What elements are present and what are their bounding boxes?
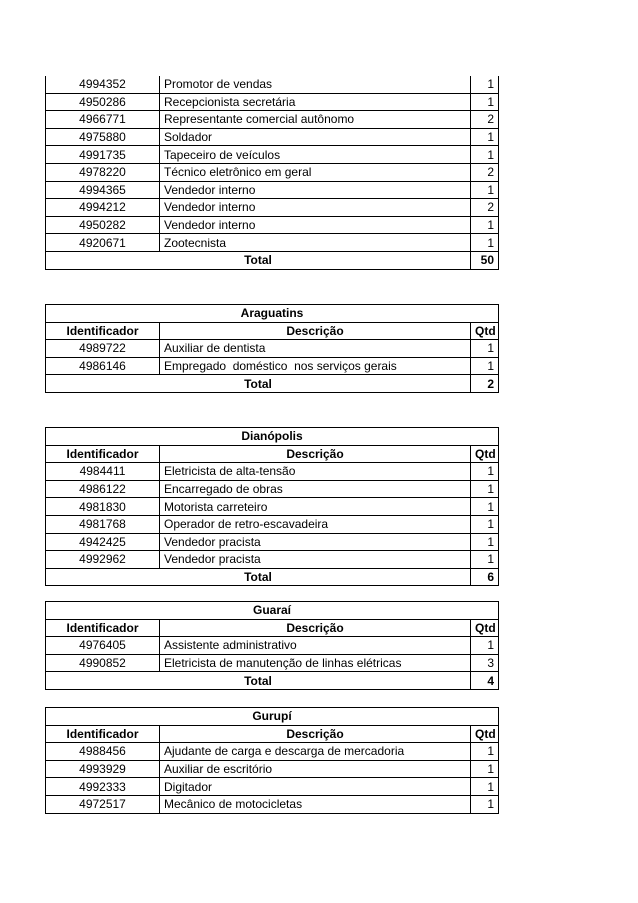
total-row <box>46 375 499 393</box>
row-qty: 1 <box>471 743 499 761</box>
row-id: 4992333 <box>46 778 160 796</box>
row-id: 4981830 <box>46 498 160 516</box>
row-description: Promotor de vendas <box>160 76 471 93</box>
header-identificador: Identificador <box>46 322 160 340</box>
row-description: Operador de retro-escavadeira <box>160 515 471 533</box>
header-descricao: Descrição <box>160 445 471 463</box>
table-guarai <box>45 601 499 690</box>
header-qtd: Qtd <box>471 322 499 340</box>
row-qty: 1 <box>471 216 499 234</box>
header-row <box>46 322 499 340</box>
table-title-row <box>46 602 499 620</box>
table-continuation <box>45 76 499 270</box>
row-id: 4984411 <box>46 463 160 481</box>
table-row <box>46 234 499 252</box>
row-id: 4986146 <box>46 357 160 375</box>
row-description: Representante comercial autônomo <box>160 111 471 129</box>
table-row <box>46 76 499 93</box>
row-description: Vendedor interno <box>160 216 471 234</box>
row-description: Eletricista de alta-tensão <box>160 463 471 481</box>
row-description: Eletricista de manutenção de linhas elétricas <box>160 654 471 672</box>
row-qty: 1 <box>471 533 499 551</box>
row-qty: 1 <box>471 76 499 93</box>
table-row <box>46 181 499 199</box>
header-descricao: Descrição <box>160 619 471 637</box>
row-qty: 1 <box>471 93 499 111</box>
table-row <box>46 146 499 164</box>
row-qty: 1 <box>471 480 499 498</box>
row-qty: 1 <box>471 637 499 655</box>
table-gurupi <box>45 707 499 814</box>
row-id: 4986122 <box>46 480 160 498</box>
row-qty: 1 <box>471 551 499 569</box>
table-row <box>46 515 499 533</box>
row-id: 4990852 <box>46 654 160 672</box>
row-description: Digitador <box>160 778 471 796</box>
header-row <box>46 445 499 463</box>
row-description: Vendedor interno <box>160 199 471 217</box>
row-id: 4966771 <box>46 111 160 129</box>
table-row <box>46 760 499 778</box>
row-description: Tapeceiro de veículos <box>160 146 471 164</box>
row-qty: 1 <box>471 234 499 252</box>
row-qty: 1 <box>471 128 499 146</box>
row-qty: 1 <box>471 498 499 516</box>
table-row <box>46 340 499 358</box>
table-row <box>46 93 499 111</box>
row-id: 4991735 <box>46 146 160 164</box>
row-id: 4942425 <box>46 533 160 551</box>
table-title: Guaraí <box>46 602 499 620</box>
table-title-row <box>46 428 499 446</box>
table-row <box>46 163 499 181</box>
table-row <box>46 795 499 813</box>
table-row <box>46 498 499 516</box>
row-id: 4981768 <box>46 515 160 533</box>
row-description: Soldador <box>160 128 471 146</box>
row-id: 4994365 <box>46 181 160 199</box>
total-row <box>46 251 499 269</box>
table-row <box>46 480 499 498</box>
total-label: Total <box>46 568 471 586</box>
row-description: Vendedor pracista <box>160 551 471 569</box>
total-label: Total <box>46 672 471 690</box>
row-qty: 1 <box>471 795 499 813</box>
table-title: Dianópolis <box>46 428 499 446</box>
row-qty: 1 <box>471 515 499 533</box>
total-value: 4 <box>471 672 499 690</box>
table-row <box>46 743 499 761</box>
row-id: 4975880 <box>46 128 160 146</box>
row-id: 4994212 <box>46 199 160 217</box>
row-qty: 3 <box>471 654 499 672</box>
row-id: 4992962 <box>46 551 160 569</box>
row-id: 4978220 <box>46 163 160 181</box>
row-qty: 1 <box>471 778 499 796</box>
table-row <box>46 357 499 375</box>
row-id: 4950282 <box>46 216 160 234</box>
header-descricao: Descrição <box>160 725 471 743</box>
row-qty: 1 <box>471 181 499 199</box>
total-value: 2 <box>471 375 499 393</box>
table-row <box>46 216 499 234</box>
row-id: 4972517 <box>46 795 160 813</box>
row-description: Motorista carreteiro <box>160 498 471 516</box>
header-row <box>46 725 499 743</box>
header-identificador: Identificador <box>46 725 160 743</box>
table-row <box>46 111 499 129</box>
total-row <box>46 568 499 586</box>
row-description: Assistente administrativo <box>160 637 471 655</box>
row-description: Auxiliar de dentista <box>160 340 471 358</box>
row-id: 4920671 <box>46 234 160 252</box>
row-qty: 1 <box>471 463 499 481</box>
table-row <box>46 551 499 569</box>
total-label: Total <box>46 251 471 269</box>
row-description: Mecânico de motocicletas <box>160 795 471 813</box>
header-descricao: Descrição <box>160 322 471 340</box>
row-qty: 1 <box>471 146 499 164</box>
total-value: 6 <box>471 568 499 586</box>
row-qty: 1 <box>471 760 499 778</box>
row-qty: 1 <box>471 357 499 375</box>
row-id: 4988456 <box>46 743 160 761</box>
row-qty: 2 <box>471 199 499 217</box>
row-qty: 1 <box>471 340 499 358</box>
header-row <box>46 619 499 637</box>
table-araguatins <box>45 304 499 393</box>
header-identificador: Identificador <box>46 445 160 463</box>
table-row <box>46 533 499 551</box>
row-description: Vendedor interno <box>160 181 471 199</box>
table-row <box>46 778 499 796</box>
table-dianopolis <box>45 427 499 586</box>
row-qty: 2 <box>471 163 499 181</box>
table-title-row <box>46 708 499 726</box>
table-row <box>46 128 499 146</box>
row-description: Zootecnista <box>160 234 471 252</box>
total-row <box>46 672 499 690</box>
row-description: Vendedor pracista <box>160 533 471 551</box>
total-label: Total <box>46 375 471 393</box>
header-qtd: Qtd <box>471 445 499 463</box>
row-description: Técnico eletrônico em geral <box>160 163 471 181</box>
table-title-row <box>46 305 499 323</box>
row-id: 4994352 <box>46 76 160 93</box>
header-qtd: Qtd <box>471 725 499 743</box>
table-row <box>46 654 499 672</box>
header-qtd: Qtd <box>471 619 499 637</box>
row-description: Ajudante de carga e descarga de mercadoria <box>160 743 471 761</box>
row-id: 4976405 <box>46 637 160 655</box>
table-row <box>46 637 499 655</box>
row-description: Recepcionista secretária <box>160 93 471 111</box>
row-qty: 2 <box>471 111 499 129</box>
header-identificador: Identificador <box>46 619 160 637</box>
table-row <box>46 463 499 481</box>
table-title: Araguatins <box>46 305 499 323</box>
row-description: Empregado doméstico nos serviços gerais <box>160 357 471 375</box>
table-row <box>46 199 499 217</box>
table-title: Gurupí <box>46 708 499 726</box>
row-id: 4989722 <box>46 340 160 358</box>
total-value: 50 <box>471 251 499 269</box>
row-id: 4950286 <box>46 93 160 111</box>
row-description: Auxiliar de escritório <box>160 760 471 778</box>
row-id: 4993929 <box>46 760 160 778</box>
row-description: Encarregado de obras <box>160 480 471 498</box>
